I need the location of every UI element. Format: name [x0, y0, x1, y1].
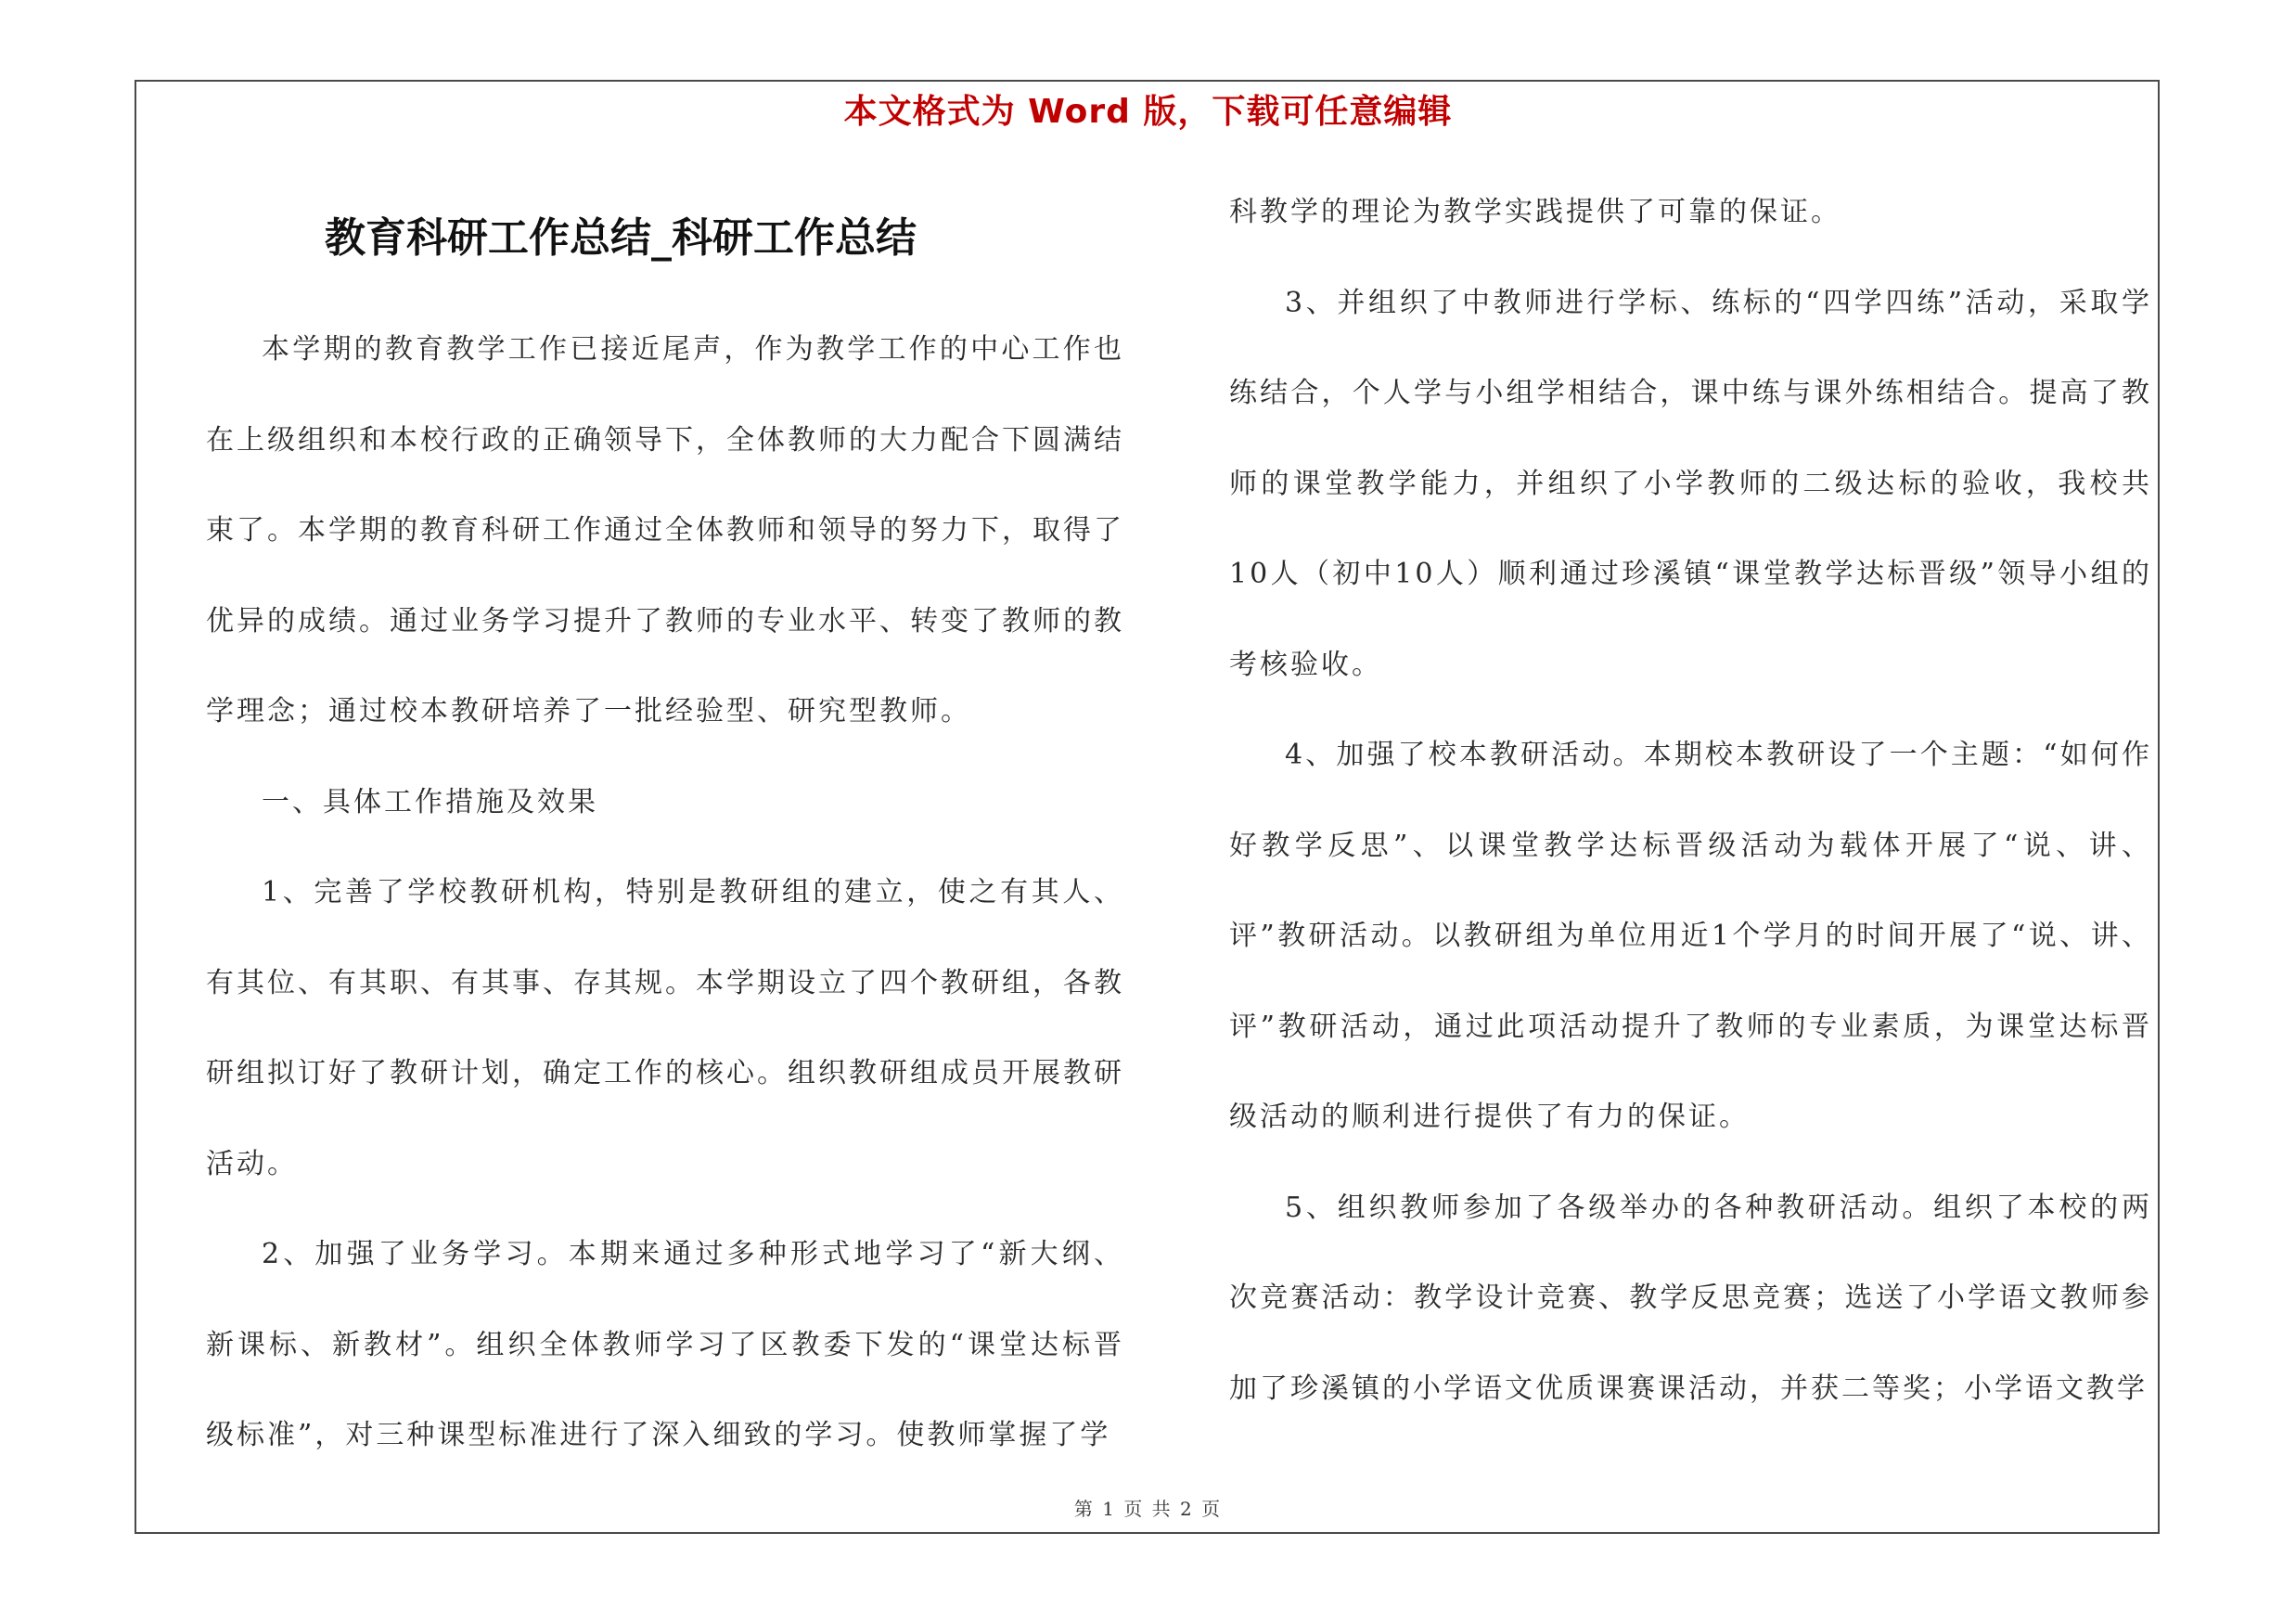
paragraph-item-1: 1、完善了学校教研机构，特别是教研组的建立，使之有其人、有其位、有其职、有其事、存其规。本学期设立了四个教研组，各教研组拟订好了教研计划，确定工作的核心。组织教研组成员开展教研活动。: [206, 876, 1124, 1180]
paragraph-item-5: 5、组织教师参加了各级举办的各种教研活动。组织了本校的两次竞赛活动：教学设计竞赛、教学反思竞赛；选送了小学语文教师参加了珍溪镇的小学语文优质课赛课活动，并获二等奖；小学语文教学: [1229, 1191, 2152, 1405]
paragraph-item-3: 3、并组织了中教师进行学标、练标的“四学四练”活动，采取学练结合，个人学与小组学相结合，课中练与课外练相结合。提高了教师的课堂教学能力，并组织了小学教师的二级达标的验收，我校共10人（初中10人）顺利通过珍溪镇“课堂教学达标晋级”领导小组的考核验收。: [1229, 286, 2152, 681]
format-banner: 本文格式为 Word 版，下载可任意编辑: [843, 93, 1453, 131]
left-column: [206, 304, 1124, 1481]
paragraph-intro: 本学期的教育教学工作已接近尾声，作为教学工作的中心工作也在上级组织和本校行政的正确领导下，全体教师的大力配合下圆满结束了。本学期的教育科研工作通过全体教师和领导的努力下，取得了优异的成绩。通过业务学习提升了教师的专业水平、转变了教师的教学理念；通过校本教研培养了一批经验型、研究型教师。: [206, 333, 1124, 728]
paragraph-continuation: 科教学的理论为教学实践提供了可靠的保证。: [1229, 196, 1841, 228]
page-number: 第 1 页 共 2 页: [1073, 1498, 1223, 1520]
document-title: 教育科研工作总结_科研工作总结: [325, 214, 917, 262]
paragraph-item-2: 2、加强了业务学习。本期来通过多种形式地学习了“新大纲、新课标、新教材”。组织全体教师学习了区教委下发的“课堂达标晋级标准”，对三种课型标准进行了深入细致的学习。使教师掌握了学: [206, 1238, 1124, 1451]
paragraph-item-4: 4、加强了校本教研活动。本期校本教研设了一个主题：“如何作好教学反思”、以课堂教学达标晋级活动为载体开展了“说、讲、评”教研活动。以教研组为单位用近1个学月的时间开展了“说、讲、评”教研活动，通过此项活动提升了教师的专业素质，为课堂达标晋级活动的顺利进行提供了有力的保证。: [1229, 739, 2152, 1133]
right-column: [1229, 167, 2152, 1434]
section-heading: 一、具体工作措施及效果: [262, 785, 598, 818]
